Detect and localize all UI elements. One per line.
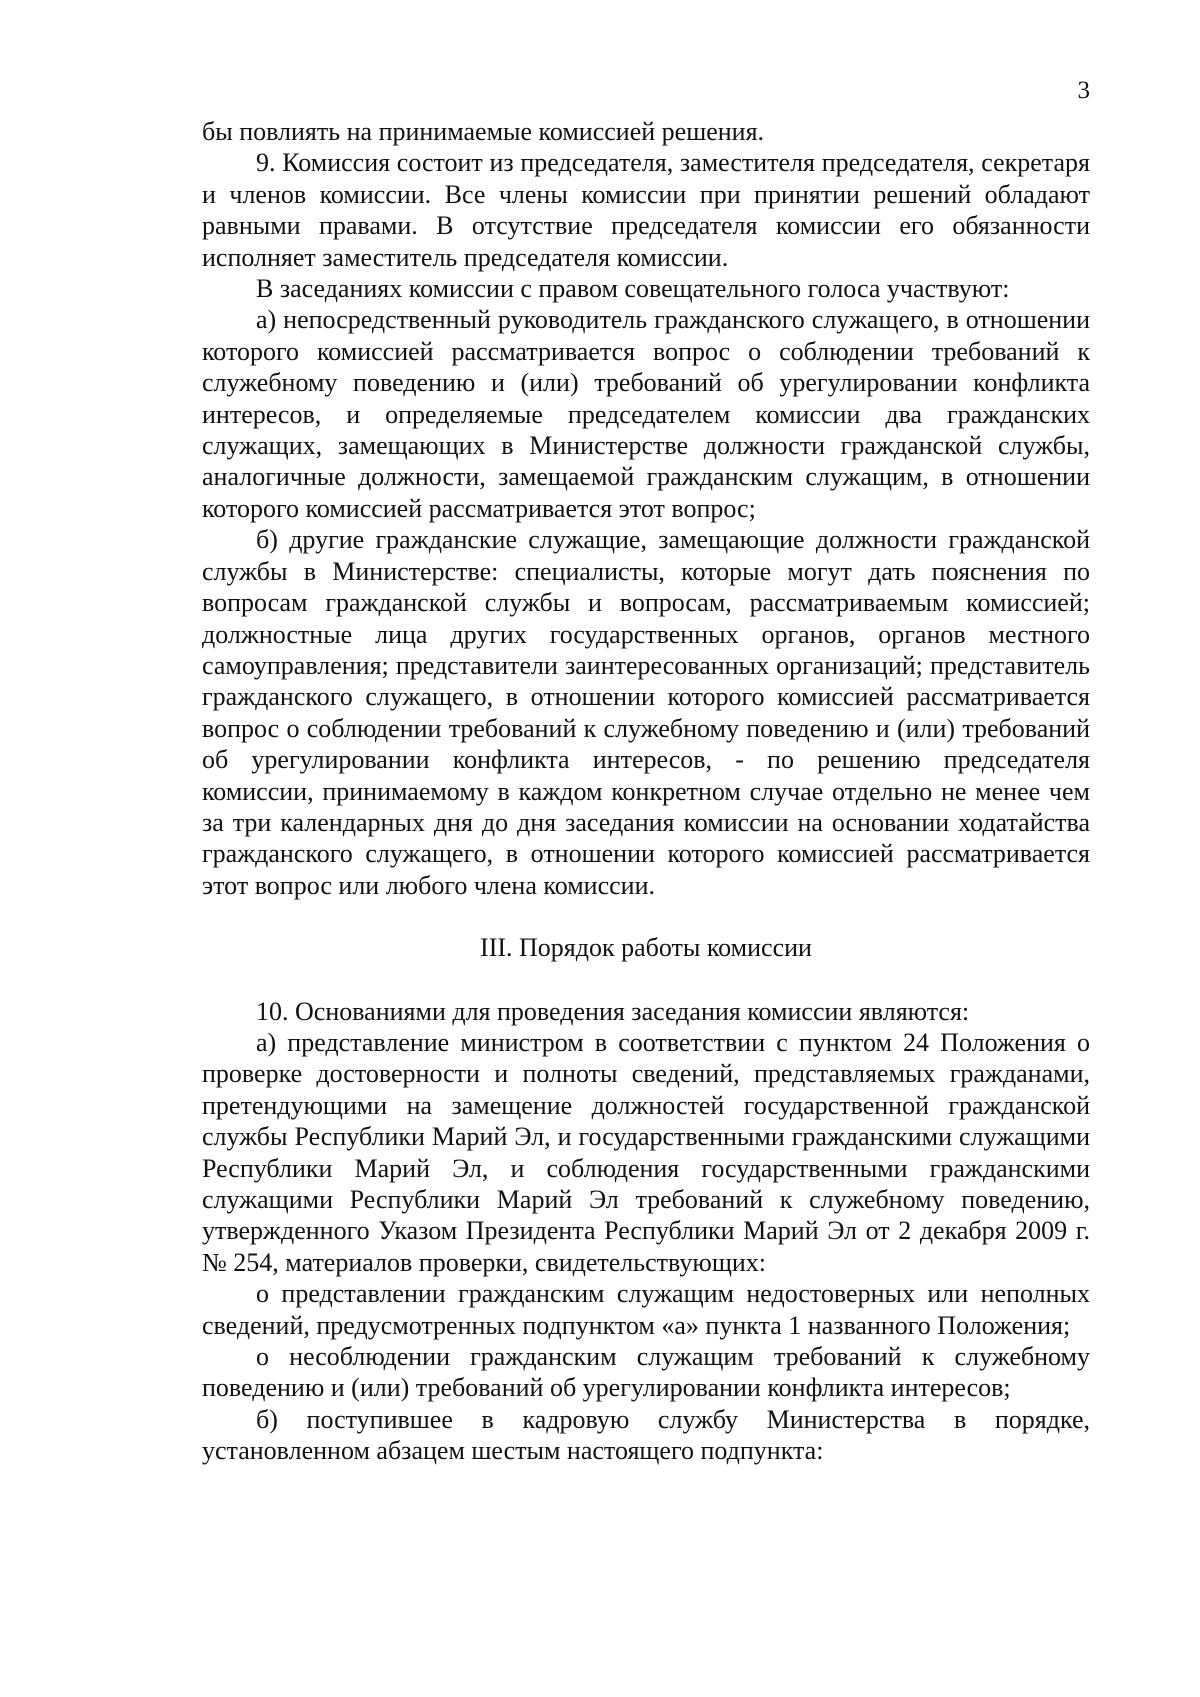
paragraph-continuation: бы повлиять на принимаемые комиссией решения. [202, 117, 765, 146]
document-body [202, 116, 1090, 1467]
paragraph-subitem-b: б) другие гражданские служащие, замещающие должности гражданской службы в Министерстве: специалисты, которые могут дать пояснения по вопросам гражданской службы и вопросам, рассматриваемым комиссией; должностные лица других государственных органов, органов местного самоуправления; представители заинтересованных организаций; представитель гражданского служащего, в отношении которого комиссией рассматривается вопрос о соблюдении требований к служебному поведению и (или) требований об урегулировании конфликта интересов, - по решению председателя комиссии, принимаемому в каждом конкретном случае отдельно не менее чем за три календарных дня до дня заседания комиссии на основании ходатайства гражданского служащего, в отношении которого комиссией рассматривается этот вопрос или любого члена комиссии. [202, 525, 1090, 900]
section-heading: III. Порядок работы комиссии [480, 933, 812, 963]
paragraph-item-9: 9. Комиссия состоит из председателя, заместителя председателя, секретаря и членов комиссии. Все члены комиссии при принятии решений обладают равными правами. В отсутствие председателя комиссии его обязанности исполняет заместитель председателя комиссии. [202, 148, 1090, 272]
paragraph-subitem-a: а) непосредственный руководитель гражданского служащего, в отношении которого комиссией рассматривается вопрос о соблюдении требований к служебному поведению и (или) требований об урегулировании конфликта интересов, и определяемые председателем комиссии два гражданских служащих, замещающих в Министерстве должности гражданской службы, аналогичные должности, замещаемой гражданским служащим, в отношении которого комиссией рассматривается этот вопрос; [202, 305, 1090, 523]
page-number: 3 [1077, 77, 1090, 104]
paragraph-item-10-b: б) поступившее в кадровую службу Министерства в порядке, установленном абзацем шестым настоящего подпункта: [202, 1404, 1090, 1466]
paragraph-item-10: 10. Основаниями для проведения заседания комиссии являются: [256, 996, 970, 1026]
paragraph-noncompliance: о несоблюдении гражданским служащим требований к служебному поведению и (или) требований об урегулировании конфликта интересов; [202, 1342, 1090, 1403]
paragraph-false-info: о представлении гражданским служащим недостоверных или неполных сведений, предусмотренных подпунктом «а» пункта 1 названного Положения; [202, 1279, 1090, 1340]
paragraph-advisory-participants: В заседаниях комиссии с правом совещательного голоса участвуют: [256, 274, 1010, 304]
paragraph-item-10-a: а) представление министром в соответствии с пунктом 24 Положения о проверке достоверности и полноты сведений, представляемых гражданами, претендующими на замещение должностей государственной гражданской службы Республики Марий Эл, и государственными гражданскими служащими Республики Марий Эл, и соблюдения государственными гражданскими служащими Республики Марий Эл требований к служебному поведению, утвержденного Указом Президента Республики Марий Эл от 2 декабря 2009 г. № 254, материалов проверки, свидетельствующих: [202, 1027, 1090, 1277]
